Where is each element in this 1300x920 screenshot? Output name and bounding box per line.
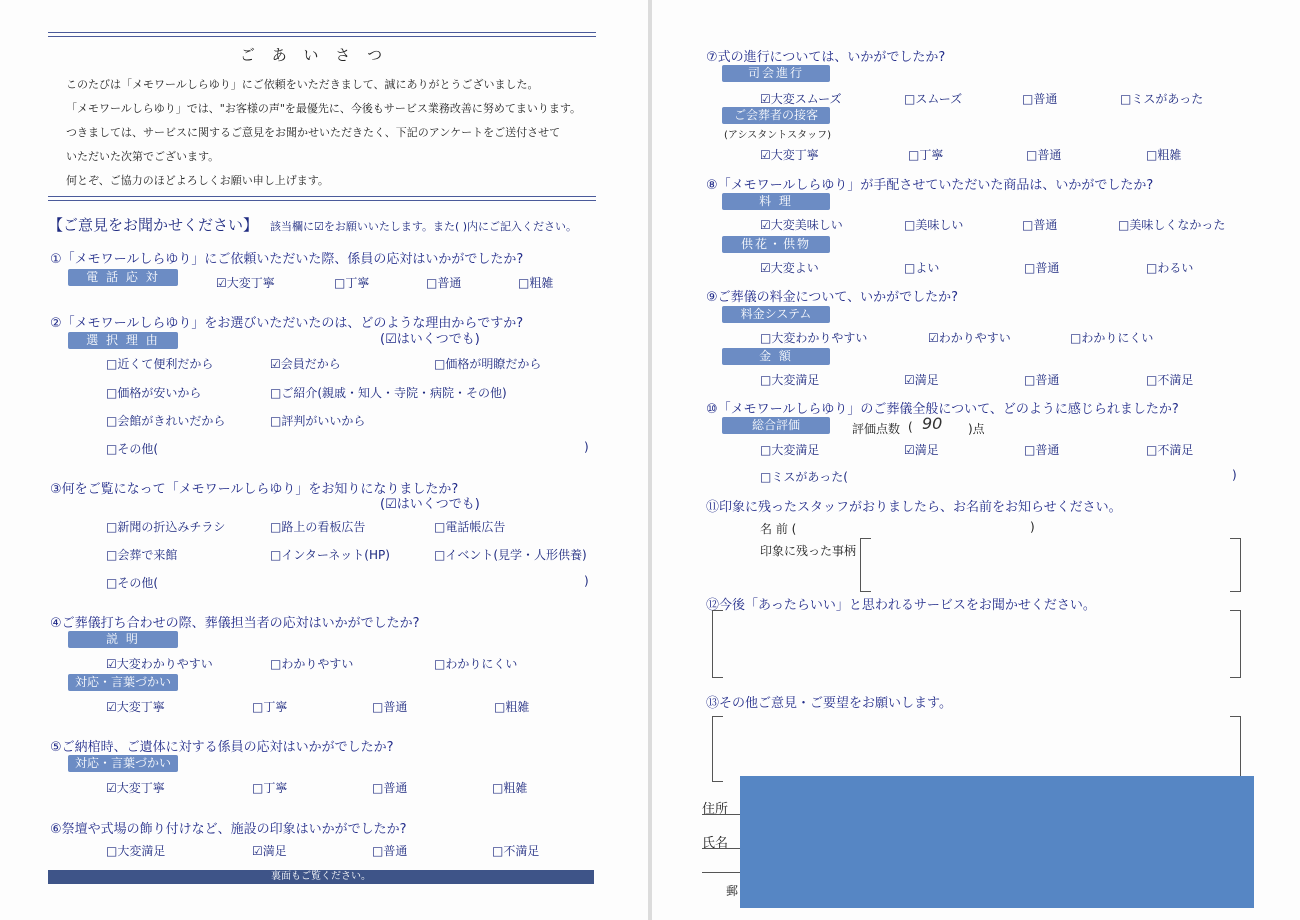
q2-option[interactable]: □価格が安いから: [106, 386, 202, 400]
q6-option[interactable]: □普通: [372, 844, 408, 858]
q7-option[interactable]: □スムーズ: [904, 92, 963, 106]
label-explanation: 説 明: [68, 631, 178, 648]
label-food: 料 理: [722, 193, 830, 210]
question-9: ⑨ご葬儀の料金について、いかがでしたか?: [706, 290, 959, 305]
q4-option[interactable]: ☑大変わかりやすい: [106, 657, 213, 671]
q9-option[interactable]: □大変わかりやすい: [760, 331, 868, 345]
q9-option[interactable]: □大変満足: [760, 373, 820, 387]
q4-option[interactable]: ☑大変丁寧: [106, 700, 165, 714]
q3-option[interactable]: □新聞の折込みチラシ: [106, 520, 226, 534]
question-11: ⑪印象に残ったスタッフがおりましたら、お名前をお知らせください。: [706, 500, 1122, 515]
q1-option[interactable]: □粗雑: [518, 276, 554, 290]
q8-option[interactable]: ☑大変美味しい: [760, 218, 843, 232]
q4-option[interactable]: □普通: [372, 700, 408, 714]
question-13: ⑬その他ご意見・ご要望をお願いします。: [706, 696, 952, 711]
address-underline: [702, 814, 742, 815]
label-reason: 選 択 理 由: [68, 332, 178, 349]
name-label: 氏名: [702, 836, 729, 851]
q2-option-other[interactable]: □その他(: [106, 442, 159, 456]
q9-option[interactable]: ☑満足: [904, 373, 939, 387]
question-10: ⑩「メモワールしらゆり」のご葬儀全般について、どのように感じられましたか?: [706, 402, 1179, 417]
assistant-staff-note: (アシスタントスタッフ): [724, 130, 832, 141]
greeting-line: このたびは「メモワールしらゆり」にご依頼をいただきまして、誠にありがとうございました。: [66, 78, 539, 91]
question-2: ②「メモワールしらゆり」をお選びいただいたのは、どのような理由からですか?: [50, 316, 524, 331]
q8-option[interactable]: □美味しい: [904, 218, 964, 232]
q8-option[interactable]: □美味しくなかった: [1118, 218, 1226, 232]
label-flowers: 供花・供物: [722, 236, 830, 253]
divider: [48, 32, 596, 37]
q3-note: (☑はいくつでも): [380, 497, 480, 512]
services-bracket-right: [1230, 610, 1241, 678]
q10-option[interactable]: □大変満足: [760, 443, 820, 457]
question-12: ⑫今後「あったらいい」と思われるサービスをお聞かせください。: [706, 598, 1096, 613]
q7-option[interactable]: ☑大変スムーズ: [760, 92, 842, 106]
impression-bracket-left: [860, 538, 871, 592]
q1-option[interactable]: □普通: [426, 276, 462, 290]
label-fee-system: 料金システム: [722, 306, 830, 323]
q9-option[interactable]: □普通: [1024, 373, 1060, 387]
q3-option[interactable]: □路上の看板広告: [270, 520, 366, 534]
q3-option[interactable]: □イベント(見学・人形供養): [434, 548, 587, 562]
q9-option[interactable]: □わかりにくい: [1070, 331, 1154, 345]
q8-option[interactable]: ☑大変よい: [760, 261, 819, 275]
q10-option[interactable]: ☑満足: [904, 443, 939, 457]
q2-option[interactable]: □会館がきれいだから: [106, 414, 226, 428]
services-bracket-left: [712, 610, 723, 678]
greeting-title: ご あ い さ つ: [240, 46, 389, 64]
q4-option[interactable]: □粗雑: [494, 700, 530, 714]
score-value[interactable]: 90: [922, 414, 943, 433]
comments-bracket-left: [712, 716, 723, 782]
greeting-line: いただいた次第でございます。: [66, 150, 220, 163]
footer-bar: 裏面もご覧ください。: [48, 870, 594, 884]
staff-name-label: 名 前 (: [760, 522, 797, 536]
postal-label: 郵: [726, 884, 739, 898]
q8-option[interactable]: □わるい: [1146, 261, 1194, 275]
label-reception: ご会葬者の接客: [722, 107, 830, 124]
greeting-line: 何とぞ、ご協力のほどよろしくお願い申し上げます。: [66, 174, 329, 187]
greeting-line: つきましては、サービスに関するご意見をお聞かせいただきたく、下記のアンケートをご送付させて: [66, 126, 561, 139]
score-label: 評価点数: [852, 422, 901, 436]
q7-option[interactable]: ☑大変丁寧: [760, 148, 819, 162]
score-close: )点: [968, 422, 985, 436]
q7-option[interactable]: □丁寧: [908, 148, 944, 162]
label-manner: 対応・言葉づかい: [68, 755, 178, 772]
q3-option[interactable]: □会葬で来館: [106, 548, 178, 562]
q2-option[interactable]: □ご紹介(親戚・知人・寺院・病院・その他): [270, 386, 507, 400]
q5-option[interactable]: ☑大変丁寧: [106, 781, 165, 795]
impression-bracket-right: [1230, 538, 1241, 592]
q3-option[interactable]: □電話帳広告: [434, 520, 506, 534]
q8-option[interactable]: □普通: [1022, 218, 1058, 232]
q10-option[interactable]: □不満足: [1146, 443, 1194, 457]
question-4: ④ご葬儀打ち合わせの際、葬儀担当者の応対はいかがでしたか?: [50, 616, 420, 631]
section-heading: 【ご意見をお聞かせください】: [48, 216, 259, 234]
address-label: 住所: [702, 802, 729, 817]
q1-option[interactable]: ☑大変丁寧: [216, 276, 275, 290]
q3-option[interactable]: □インターネット(HP): [270, 548, 390, 562]
q4-option[interactable]: □丁寧: [252, 700, 288, 714]
q2-note: (☑はいくつでも): [380, 332, 480, 347]
q3-other-close: ): [584, 574, 589, 588]
label-ceremony: 司会進行: [722, 65, 830, 82]
q2-option[interactable]: ☑会員だから: [270, 357, 341, 371]
question-6: ⑥祭壇や式場の飾り付けなど、施設の印象はいかがでしたか?: [50, 822, 407, 837]
label-amount: 金 額: [722, 348, 830, 365]
q7-option[interactable]: □ミスがあった: [1120, 92, 1204, 106]
q4-option[interactable]: □わかりやすい: [270, 657, 354, 671]
q6-option[interactable]: □不満足: [492, 844, 540, 858]
q5-option[interactable]: □丁寧: [252, 781, 288, 795]
q4-option[interactable]: □わかりにくい: [434, 657, 518, 671]
q8-option[interactable]: □よい: [904, 261, 940, 275]
q7-option[interactable]: □普通: [1026, 148, 1062, 162]
q9-option[interactable]: ☑わかりやすい: [928, 331, 1011, 345]
question-7: ⑦式の進行については、いかがでしたか?: [706, 50, 946, 65]
postal-underline: [702, 872, 742, 873]
q7-option[interactable]: □普通: [1022, 92, 1058, 106]
q10-other[interactable]: □ミスがあった(: [760, 470, 848, 484]
q5-option[interactable]: □粗雑: [492, 781, 528, 795]
q2-option[interactable]: □評判がいいから: [270, 414, 366, 428]
staff-name-close: ): [1030, 520, 1035, 534]
left-page: [0, 0, 648, 920]
divider: [48, 196, 596, 201]
question-1: ①「メモワールしらゆり」にご依頼いただいた際、係員の応対はいかがでしたか?: [50, 252, 524, 267]
q6-option[interactable]: ☑満足: [252, 844, 287, 858]
label-overall: 総合評価: [722, 417, 830, 434]
q2-option[interactable]: □価格が明瞭だから: [434, 357, 542, 371]
greeting-line: 「メモワールしらゆり」では、"お客様の声"を最優先に、今後もサービス業務改善に努めてまいります。: [66, 102, 582, 115]
question-3: ③何をご覧になって「メモワールしらゆり」をお知りになりましたか?: [50, 482, 459, 497]
question-8: ⑧「メモワールしらゆり」が手配させていただいた商品は、いかがでしたか?: [706, 178, 1154, 193]
q7-option[interactable]: □粗雑: [1146, 148, 1182, 162]
q2-other-close: ): [584, 440, 589, 454]
q5-option[interactable]: □普通: [372, 781, 408, 795]
q10-option[interactable]: □普通: [1024, 443, 1060, 457]
comments-bracket-right: [1230, 716, 1241, 782]
q6-option[interactable]: □大変満足: [106, 844, 166, 858]
q1-option[interactable]: □丁寧: [334, 276, 370, 290]
redaction-block: [740, 776, 1254, 908]
score-open: (: [908, 420, 913, 434]
q3-option-other[interactable]: □その他(: [106, 576, 159, 590]
label-phone: 電 話 応 対: [68, 269, 178, 286]
heading-note: 該当欄に☑をお願いいたします。また( )内にご記入ください。: [270, 220, 578, 233]
q10-other-close: ): [1232, 468, 1237, 482]
question-5: ⑤ご納棺時、ご遺体に対する係員の応対はいかがでしたか?: [50, 740, 394, 755]
impression-label: 印象に残った事柄: [760, 544, 857, 558]
name-underline: [702, 848, 742, 849]
q8-option[interactable]: □普通: [1024, 261, 1060, 275]
label-manner: 対応・言葉づかい: [68, 674, 178, 691]
q2-option[interactable]: □近くて便利だから: [106, 357, 214, 371]
q9-option[interactable]: □不満足: [1146, 373, 1194, 387]
